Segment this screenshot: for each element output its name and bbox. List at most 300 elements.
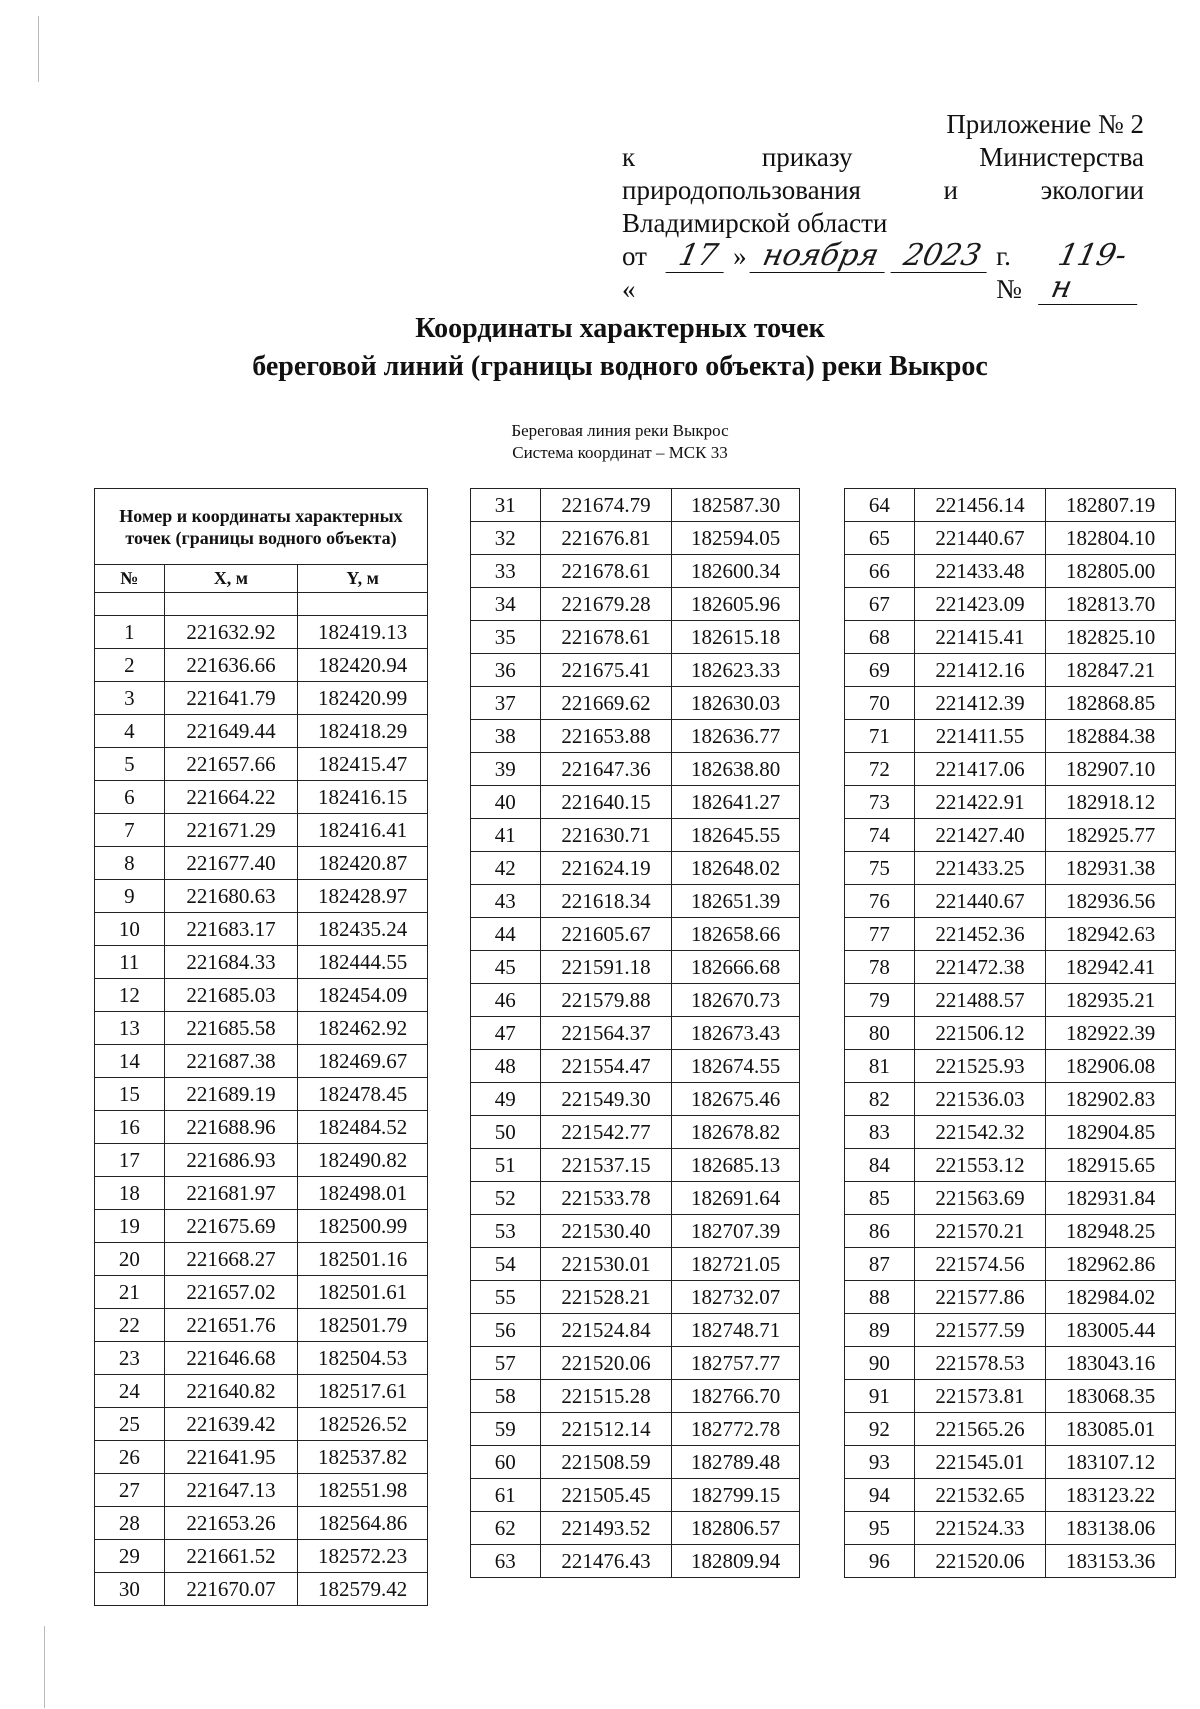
y-coordinate-cell: 182420.99 [298, 682, 428, 715]
x-coordinate-cell: 221515.28 [540, 1380, 672, 1413]
x-coordinate-cell: 221639.42 [164, 1408, 298, 1441]
x-coordinate-cell: 221520.06 [540, 1347, 672, 1380]
point-number-cell: 93 [845, 1446, 915, 1479]
table-row [471, 687, 800, 720]
x-coordinate-cell: 221668.27 [164, 1243, 298, 1276]
y-coordinate-cell: 182907.10 [1046, 753, 1176, 786]
y-coordinate-cell: 182902.83 [1046, 1083, 1176, 1116]
point-number-cell: 73 [845, 786, 915, 819]
y-coordinate-cell: 182420.87 [298, 847, 428, 880]
order-word-to: к [622, 142, 636, 172]
y-coordinate-cell: 183123.22 [1046, 1479, 1176, 1512]
x-coordinate-cell: 221577.59 [914, 1314, 1046, 1347]
x-coordinate-cell: 221649.44 [164, 715, 298, 748]
point-number-cell: 68 [845, 621, 915, 654]
x-coordinate-cell: 221415.41 [914, 621, 1046, 654]
table-row [471, 1149, 800, 1182]
date-number-line [622, 240, 1144, 306]
table-row [471, 1116, 800, 1149]
table-row [845, 1050, 1176, 1083]
table-header-group: Номер и координаты характерных точек (границы водного объекта) [95, 489, 428, 565]
table-row [845, 1512, 1176, 1545]
point-number-cell: 55 [471, 1281, 541, 1314]
point-number-cell: 22 [95, 1309, 165, 1342]
order-line [622, 141, 1144, 174]
table-row [95, 1507, 428, 1540]
x-coordinate-cell: 221573.81 [914, 1380, 1046, 1413]
point-number-cell: 95 [845, 1512, 915, 1545]
y-coordinate-cell: 182799.15 [672, 1479, 800, 1512]
header-spacer-row [95, 593, 428, 616]
x-coordinate-cell: 221591.18 [540, 951, 672, 984]
y-coordinate-cell: 182678.82 [672, 1116, 800, 1149]
point-number-cell: 45 [471, 951, 541, 984]
point-number-cell: 92 [845, 1413, 915, 1446]
point-number-cell: 23 [95, 1342, 165, 1375]
point-number-cell: 50 [471, 1116, 541, 1149]
point-number-cell: 91 [845, 1380, 915, 1413]
table-row [95, 1045, 428, 1078]
point-number-cell: 9 [95, 880, 165, 913]
y-coordinate-cell: 182504.53 [298, 1342, 428, 1375]
x-coordinate-cell: 221678.61 [540, 621, 672, 654]
x-coordinate-cell: 221417.06 [914, 753, 1046, 786]
point-number-cell: 56 [471, 1314, 541, 1347]
point-number-cell: 28 [95, 1507, 165, 1540]
table-row [95, 1573, 428, 1606]
point-number-cell: 42 [471, 852, 541, 885]
table-row [471, 1347, 800, 1380]
coordinates-table-1 [94, 488, 428, 1606]
y-coordinate-cell: 182804.10 [1046, 522, 1176, 555]
y-coordinate-cell: 182906.08 [1046, 1050, 1176, 1083]
order-word-ministry: Министерства [979, 142, 1144, 172]
x-coordinate-cell: 221433.25 [914, 852, 1046, 885]
column-header-number: № [95, 565, 165, 593]
table-row [845, 1083, 1176, 1116]
table-row [95, 913, 428, 946]
y-coordinate-cell: 182904.85 [1046, 1116, 1176, 1149]
x-coordinate-cell: 221678.61 [540, 555, 672, 588]
page-title [0, 310, 1200, 386]
point-number-cell: 43 [471, 885, 541, 918]
x-coordinate-cell: 221542.77 [540, 1116, 672, 1149]
point-number-cell: 25 [95, 1408, 165, 1441]
point-number-cell: 32 [471, 522, 541, 555]
x-coordinate-cell: 221530.40 [540, 1215, 672, 1248]
order-word-order: приказу [761, 142, 853, 172]
point-number-cell: 78 [845, 951, 915, 984]
ministry-line [622, 174, 1144, 207]
point-number-cell: 53 [471, 1215, 541, 1248]
point-number-cell: 80 [845, 1017, 915, 1050]
x-coordinate-cell: 221427.40 [914, 819, 1046, 852]
x-coordinate-cell: 221632.92 [164, 616, 298, 649]
y-coordinate-cell: 182884.38 [1046, 720, 1176, 753]
point-number-cell: 65 [845, 522, 915, 555]
table-row [95, 946, 428, 979]
x-coordinate-cell: 221433.48 [914, 555, 1046, 588]
table-row [471, 489, 800, 522]
table-row [95, 1474, 428, 1507]
point-number-cell: 15 [95, 1078, 165, 1111]
y-coordinate-cell: 183043.16 [1046, 1347, 1176, 1380]
x-coordinate-cell: 221681.97 [164, 1177, 298, 1210]
point-number-cell: 59 [471, 1413, 541, 1446]
y-coordinate-cell: 182517.61 [298, 1375, 428, 1408]
handwritten-month: ноября [749, 240, 891, 273]
handwritten-year: 2023 [890, 240, 993, 273]
y-coordinate-cell: 183085.01 [1046, 1413, 1176, 1446]
table-row [845, 1314, 1176, 1347]
table-row [95, 1342, 428, 1375]
y-coordinate-cell: 182500.99 [298, 1210, 428, 1243]
y-coordinate-cell: 182936.56 [1046, 885, 1176, 918]
table-row [95, 880, 428, 913]
y-coordinate-cell: 182942.63 [1046, 918, 1176, 951]
table-row [845, 654, 1176, 687]
x-coordinate-cell: 221422.91 [914, 786, 1046, 819]
table-row [471, 1182, 800, 1215]
table-row [471, 786, 800, 819]
y-coordinate-cell: 182658.66 [672, 918, 800, 951]
table-row [845, 621, 1176, 654]
x-coordinate-cell: 221565.26 [914, 1413, 1046, 1446]
point-number-cell: 89 [845, 1314, 915, 1347]
point-number-cell: 3 [95, 682, 165, 715]
y-coordinate-cell: 182444.55 [298, 946, 428, 979]
table-row [845, 1149, 1176, 1182]
table-row [471, 1446, 800, 1479]
point-number-cell: 24 [95, 1375, 165, 1408]
x-coordinate-cell: 221553.12 [914, 1149, 1046, 1182]
table-row [471, 1314, 800, 1347]
x-coordinate-cell: 221528.21 [540, 1281, 672, 1314]
point-number-cell: 2 [95, 649, 165, 682]
y-coordinate-cell: 182674.55 [672, 1050, 800, 1083]
x-coordinate-cell: 221533.78 [540, 1182, 672, 1215]
handwritten-day: 17 [665, 240, 730, 273]
table-row [845, 1380, 1176, 1413]
x-coordinate-cell: 221675.69 [164, 1210, 298, 1243]
table-row [95, 1111, 428, 1144]
table-row [471, 1545, 800, 1578]
point-number-cell: 69 [845, 654, 915, 687]
x-coordinate-cell: 221688.96 [164, 1111, 298, 1144]
point-number-cell: 5 [95, 748, 165, 781]
x-coordinate-cell: 221577.86 [914, 1281, 1046, 1314]
table-row [471, 885, 800, 918]
x-coordinate-cell: 221545.01 [914, 1446, 1046, 1479]
y-coordinate-cell: 182813.70 [1046, 588, 1176, 621]
x-coordinate-cell: 221564.37 [540, 1017, 672, 1050]
point-number-cell: 79 [845, 984, 915, 1017]
point-number-cell: 48 [471, 1050, 541, 1083]
table-row [95, 1243, 428, 1276]
x-coordinate-cell: 221440.67 [914, 522, 1046, 555]
table-row [471, 654, 800, 687]
x-coordinate-cell: 221524.33 [914, 1512, 1046, 1545]
point-number-cell: 27 [95, 1474, 165, 1507]
point-number-cell: 67 [845, 588, 915, 621]
x-coordinate-cell: 221508.59 [540, 1446, 672, 1479]
point-number-cell: 66 [845, 555, 915, 588]
table-row [845, 1413, 1176, 1446]
y-coordinate-cell: 182419.13 [298, 616, 428, 649]
point-number-cell: 82 [845, 1083, 915, 1116]
y-coordinate-cell: 182490.82 [298, 1144, 428, 1177]
y-coordinate-cell: 182484.52 [298, 1111, 428, 1144]
y-coordinate-cell: 182757.77 [672, 1347, 800, 1380]
table-row [95, 1144, 428, 1177]
x-coordinate-cell: 221677.40 [164, 847, 298, 880]
y-coordinate-cell: 182415.47 [298, 748, 428, 781]
coordinates-table-2 [470, 488, 800, 1578]
table-row [95, 1276, 428, 1309]
y-coordinate-cell: 182766.70 [672, 1380, 800, 1413]
table-row [845, 1347, 1176, 1380]
x-coordinate-cell: 221549.30 [540, 1083, 672, 1116]
x-coordinate-cell: 221683.17 [164, 913, 298, 946]
ministry-word-1: природопользования [622, 175, 861, 205]
x-coordinate-cell: 221520.06 [914, 1545, 1046, 1578]
y-coordinate-cell: 182925.77 [1046, 819, 1176, 852]
y-coordinate-cell: 182600.34 [672, 555, 800, 588]
table-row [471, 1215, 800, 1248]
table-row [471, 1281, 800, 1314]
scan-edge-line-top [38, 16, 39, 82]
y-coordinate-cell: 182931.84 [1046, 1182, 1176, 1215]
y-coordinate-cell: 182691.64 [672, 1182, 800, 1215]
point-number-cell: 33 [471, 555, 541, 588]
point-number-cell: 87 [845, 1248, 915, 1281]
y-coordinate-cell: 182645.55 [672, 819, 800, 852]
y-coordinate-cell: 182564.86 [298, 1507, 428, 1540]
x-coordinate-cell: 221524.84 [540, 1314, 672, 1347]
table-row [471, 951, 800, 984]
x-coordinate-cell: 221536.03 [914, 1083, 1046, 1116]
x-coordinate-cell: 221687.38 [164, 1045, 298, 1078]
x-coordinate-cell: 221651.76 [164, 1309, 298, 1342]
point-number-cell: 75 [845, 852, 915, 885]
x-coordinate-cell: 221506.12 [914, 1017, 1046, 1050]
x-coordinate-cell: 221684.33 [164, 946, 298, 979]
table-row [471, 588, 800, 621]
x-coordinate-cell: 221532.65 [914, 1479, 1046, 1512]
y-coordinate-cell: 182537.82 [298, 1441, 428, 1474]
x-coordinate-cell: 221671.29 [164, 814, 298, 847]
date-mid: » [733, 241, 747, 271]
y-coordinate-cell: 182809.94 [672, 1545, 800, 1578]
point-number-cell: 74 [845, 819, 915, 852]
appendix-header [622, 108, 1144, 306]
x-coordinate-cell: 221488.57 [914, 984, 1046, 1017]
x-coordinate-cell: 221641.79 [164, 682, 298, 715]
coordinate-system-caption [0, 420, 1200, 464]
y-coordinate-cell: 183107.12 [1046, 1446, 1176, 1479]
y-coordinate-cell: 182416.15 [298, 781, 428, 814]
y-coordinate-cell: 182675.46 [672, 1083, 800, 1116]
y-coordinate-cell: 183138.06 [1046, 1512, 1176, 1545]
point-number-cell: 21 [95, 1276, 165, 1309]
table-row [471, 753, 800, 786]
x-coordinate-cell: 221554.47 [540, 1050, 672, 1083]
table-row [845, 852, 1176, 885]
year-number-label: г. № [996, 241, 1022, 304]
x-coordinate-cell: 221640.82 [164, 1375, 298, 1408]
point-number-cell: 12 [95, 979, 165, 1012]
y-coordinate-cell: 182587.30 [672, 489, 800, 522]
table-row [95, 682, 428, 715]
column-header-x: X, м [164, 565, 298, 593]
y-coordinate-cell: 182623.33 [672, 654, 800, 687]
point-number-cell: 61 [471, 1479, 541, 1512]
ministry-word-2: и [943, 175, 958, 205]
point-number-cell: 40 [471, 786, 541, 819]
y-coordinate-cell: 182648.02 [672, 852, 800, 885]
date-prefix: от « [622, 241, 647, 304]
x-coordinate-cell: 221664.22 [164, 781, 298, 814]
y-coordinate-cell: 182918.12 [1046, 786, 1176, 819]
x-coordinate-cell: 221636.66 [164, 649, 298, 682]
table-row [471, 819, 800, 852]
x-coordinate-cell: 221653.88 [540, 720, 672, 753]
y-coordinate-cell: 182772.78 [672, 1413, 800, 1446]
point-number-cell: 20 [95, 1243, 165, 1276]
point-number-cell: 86 [845, 1215, 915, 1248]
table-row [845, 951, 1176, 984]
x-coordinate-cell: 221605.67 [540, 918, 672, 951]
point-number-cell: 70 [845, 687, 915, 720]
y-coordinate-cell: 182868.85 [1046, 687, 1176, 720]
y-coordinate-cell: 182498.01 [298, 1177, 428, 1210]
x-coordinate-cell: 221674.79 [540, 489, 672, 522]
y-coordinate-cell: 183153.36 [1046, 1545, 1176, 1578]
y-coordinate-cell: 182922.39 [1046, 1017, 1176, 1050]
y-coordinate-cell: 182641.27 [672, 786, 800, 819]
y-coordinate-cell: 182673.43 [672, 1017, 800, 1050]
x-coordinate-cell: 221686.93 [164, 1144, 298, 1177]
point-number-cell: 7 [95, 814, 165, 847]
point-number-cell: 52 [471, 1182, 541, 1215]
y-coordinate-cell: 182847.21 [1046, 654, 1176, 687]
y-coordinate-cell: 182638.80 [672, 753, 800, 786]
x-coordinate-cell: 221579.88 [540, 984, 672, 1017]
table-row [845, 555, 1176, 588]
table-row [95, 1309, 428, 1342]
point-number-cell: 34 [471, 588, 541, 621]
point-number-cell: 84 [845, 1149, 915, 1182]
x-coordinate-cell: 221680.63 [164, 880, 298, 913]
point-number-cell: 64 [845, 489, 915, 522]
x-coordinate-cell: 221685.58 [164, 1012, 298, 1045]
subtitle-line-2: Система координат – МСК 33 [512, 443, 728, 462]
scan-edge-line-bottom [44, 1626, 45, 1708]
point-number-cell: 10 [95, 913, 165, 946]
table-1-body [95, 616, 428, 1606]
table-row [95, 979, 428, 1012]
y-coordinate-cell: 182707.39 [672, 1215, 800, 1248]
point-number-cell: 94 [845, 1479, 915, 1512]
table-row [845, 819, 1176, 852]
point-number-cell: 44 [471, 918, 541, 951]
x-coordinate-cell: 221574.56 [914, 1248, 1046, 1281]
table-row [95, 748, 428, 781]
point-number-cell: 8 [95, 847, 165, 880]
table-row [95, 1177, 428, 1210]
x-coordinate-cell: 221537.15 [540, 1149, 672, 1182]
table-row [845, 687, 1176, 720]
y-coordinate-cell: 182806.57 [672, 1512, 800, 1545]
y-coordinate-cell: 182732.07 [672, 1281, 800, 1314]
y-coordinate-cell: 182942.41 [1046, 951, 1176, 984]
table-row [471, 1017, 800, 1050]
y-coordinate-cell: 182428.97 [298, 880, 428, 913]
y-coordinate-cell: 182501.61 [298, 1276, 428, 1309]
table-row [471, 621, 800, 654]
table-row [471, 1050, 800, 1083]
table-row [845, 1479, 1176, 1512]
point-number-cell: 14 [95, 1045, 165, 1078]
table-row [845, 1248, 1176, 1281]
table-row [471, 720, 800, 753]
table-row [845, 588, 1176, 621]
point-number-cell: 18 [95, 1177, 165, 1210]
table-3-body [845, 489, 1176, 1578]
handwritten-order-number: 119-н [1038, 240, 1151, 305]
y-coordinate-cell: 182962.86 [1046, 1248, 1176, 1281]
y-coordinate-cell: 182789.48 [672, 1446, 800, 1479]
point-number-cell: 6 [95, 781, 165, 814]
x-coordinate-cell: 221676.81 [540, 522, 672, 555]
point-number-cell: 85 [845, 1182, 915, 1215]
point-number-cell: 26 [95, 1441, 165, 1474]
table-row [95, 715, 428, 748]
x-coordinate-cell: 221525.93 [914, 1050, 1046, 1083]
y-coordinate-cell: 182454.09 [298, 979, 428, 1012]
table-row [845, 885, 1176, 918]
table-row [845, 753, 1176, 786]
table-row [845, 720, 1176, 753]
y-coordinate-cell: 182666.68 [672, 951, 800, 984]
ministry-word-3: экологии [1040, 175, 1144, 205]
point-number-cell: 13 [95, 1012, 165, 1045]
coordinates-table-3 [844, 488, 1176, 1578]
x-coordinate-cell: 221630.71 [540, 819, 672, 852]
x-coordinate-cell: 221512.14 [540, 1413, 672, 1446]
table-row [95, 847, 428, 880]
x-coordinate-cell: 221653.26 [164, 1507, 298, 1540]
point-number-cell: 1 [95, 616, 165, 649]
table-row [845, 1116, 1176, 1149]
x-coordinate-cell: 221530.01 [540, 1248, 672, 1281]
table-row [845, 1446, 1176, 1479]
table-row [95, 1540, 428, 1573]
table-row [471, 555, 800, 588]
table-row [845, 984, 1176, 1017]
point-number-cell: 88 [845, 1281, 915, 1314]
x-coordinate-cell: 221472.38 [914, 951, 1046, 984]
table-row [845, 786, 1176, 819]
table-row [95, 1210, 428, 1243]
table-row [95, 1012, 428, 1045]
point-number-cell: 41 [471, 819, 541, 852]
x-coordinate-cell: 221685.03 [164, 979, 298, 1012]
point-number-cell: 39 [471, 753, 541, 786]
y-coordinate-cell: 182572.23 [298, 1540, 428, 1573]
y-coordinate-cell: 182931.38 [1046, 852, 1176, 885]
x-coordinate-cell: 221505.45 [540, 1479, 672, 1512]
